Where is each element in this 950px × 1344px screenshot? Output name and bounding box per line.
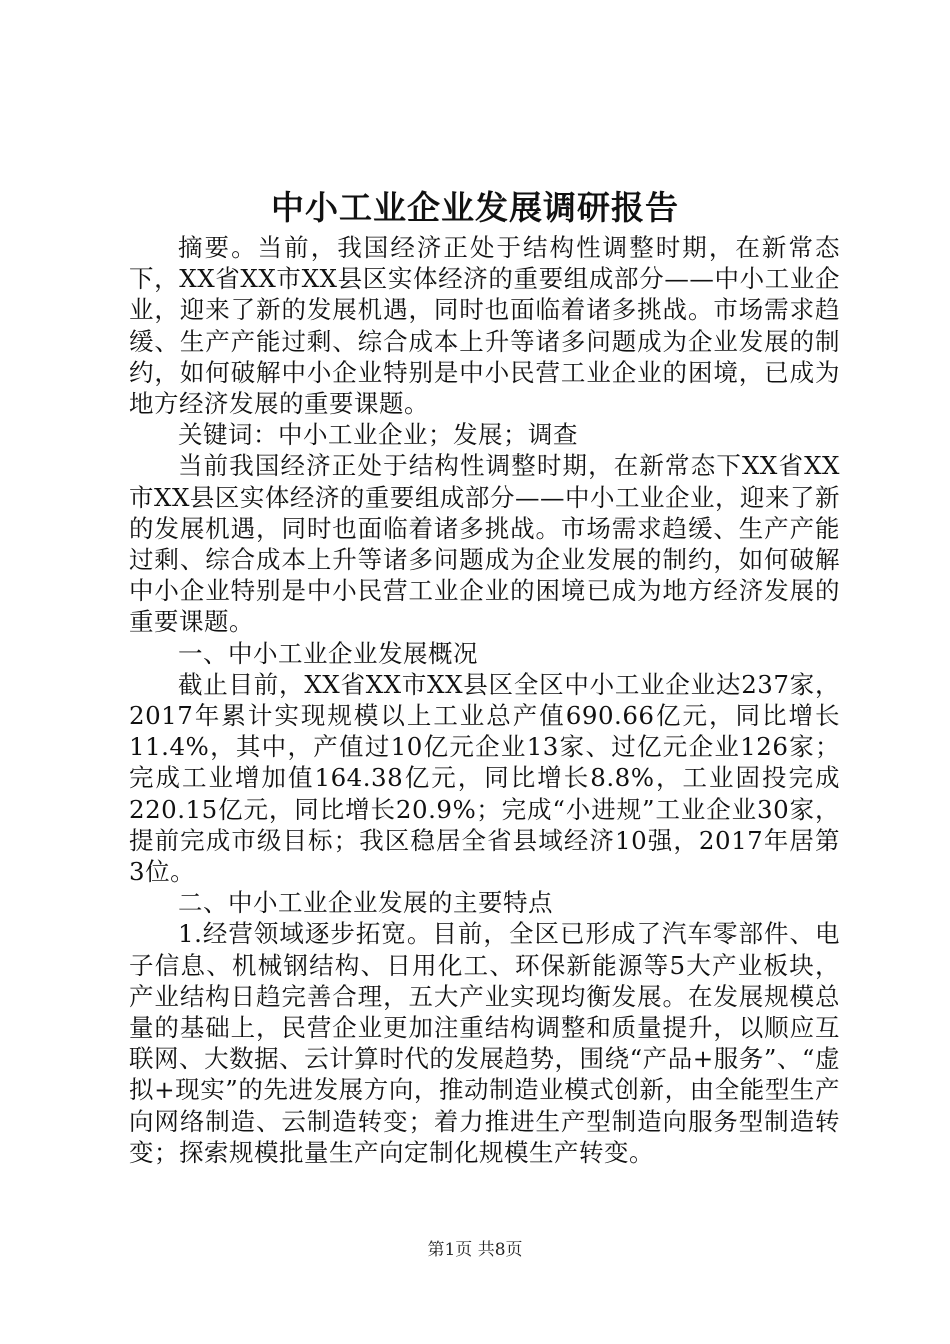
section-heading-features: 二、中小工业企业发展的主要特点: [178, 888, 553, 918]
section-heading-overview: 一、中小工业企业发展概况: [178, 638, 478, 668]
document-body: [129, 232, 840, 1168]
document-title: 中小工业企业发展调研报告: [271, 188, 679, 227]
page-footer: 第1页 共8页: [427, 1240, 523, 1260]
features-paragraph: 1.经营领域逐步拓宽。目前，全区已形成了汽车零部件、电子信息、机械钢结构、日用化工、环保新能源等5大产业板块，产业结构日趋完善合理，五大产业实现均衡发展。在发展规模总量的基础上，民营企业更加注重结构调整和质量提升，以顺应互联网、大数据、云计算时代的发展趋势，围绕“产品+服务”、“虚拟+现实”的先进发展方向，推动制造业模式创新，由全能型生产向网络制造、云制造转变；着力推进生产型制造向服务型制造转变；探索规模批量生产向定制化规模生产转变。: [129, 919, 840, 1167]
keywords-paragraph: 关键词：中小工业企业；发展；调查: [178, 420, 578, 450]
overview-paragraph: 截止目前，XX省XX市XX县区全区中小工业企业达237家，2017年累计实现规模以上工业总产值690.66亿元，同比增长11.4%，其中，产值过10亿元企业13家、过亿元企业126家；完成工业增加值164.38亿元，同比增长8.8%，工业固投完成220.15亿元，同比增长20.9%；完成“小进规”工业企业30家，提前完成市级目标；我区稳居全省县域经济10强，2017年居第3位。: [129, 669, 840, 887]
intro-paragraph: 当前我国经济正处于结构性调整时期，在新常态下XX省XX市XX县区实体经济的重要组成部分——中小工业企业，迎来了新的发展机遇，同时也面临着诸多挑战。市场需求趋缓、生产产能过剩、综合成本上升等诸多问题成为企业发展的制约，如何破解中小企业特别是中小民营工业企业的困境已成为地方经济发展的重要课题。: [129, 451, 840, 637]
abstract-paragraph: 摘要。当前，我国经济正处于结构性调整时期，在新常态下，XX省XX市XX县区实体经济的重要组成部分——中小工业企业，迎来了新的发展机遇，同时也面临着诸多挑战。市场需求趋缓、生产产能过剩、综合成本上升等诸多问题成为企业发展的制约，如何破解中小企业特别是中小民营工业企业的困境，已成为地方经济发展的重要课题。: [129, 233, 840, 419]
